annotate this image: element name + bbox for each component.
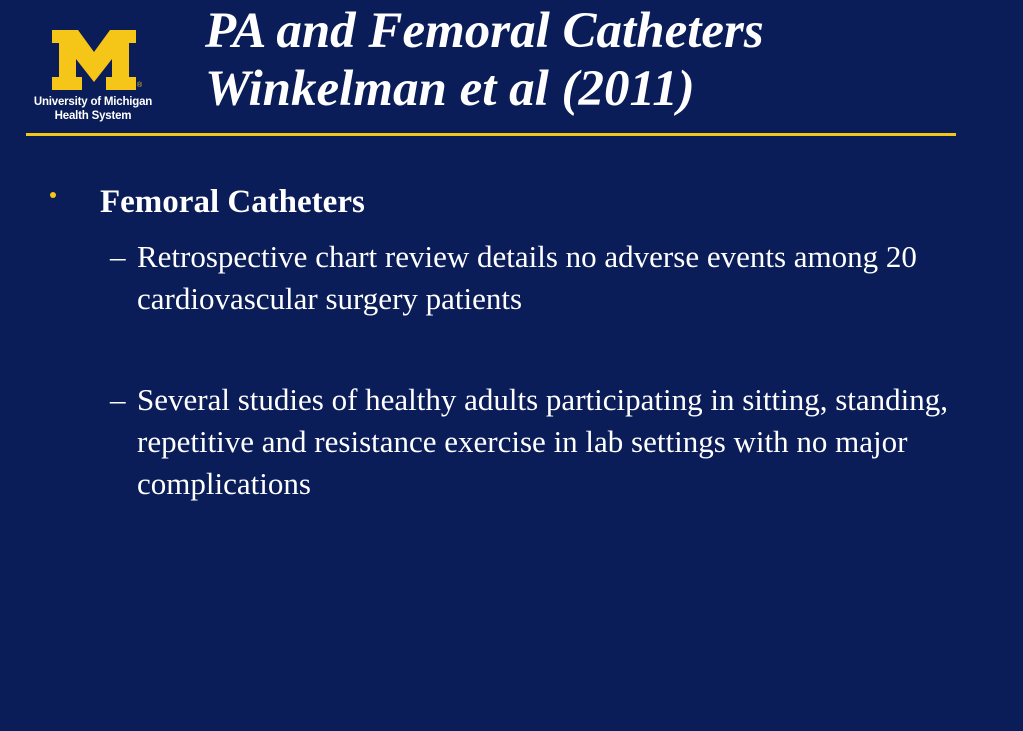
dash-marker: – bbox=[110, 239, 126, 274]
block-m-icon bbox=[52, 30, 136, 90]
dash-marker: – bbox=[110, 382, 126, 417]
title-line-1: PA and Femoral Catheters bbox=[205, 3, 764, 59]
registered-mark: ® bbox=[137, 82, 143, 89]
title-line-2: Winkelman et al (2011) bbox=[205, 61, 695, 117]
logo-text-university: University of Michigan bbox=[33, 96, 153, 108]
subpoint-2 bbox=[110, 379, 950, 505]
title-divider bbox=[26, 133, 956, 136]
subpoint-1 bbox=[110, 236, 950, 320]
subpoint-text: Several studies of healthy adults participating in sitting, standing, repetitive and resistance exercise in lab settings with no major complications bbox=[137, 382, 949, 501]
bullet-dot-icon bbox=[50, 192, 56, 198]
subpoint-text: Retrospective chart review details no adverse events among 20 cardiovascular surgery patients bbox=[137, 239, 917, 316]
bullet-text: Femoral Catheters bbox=[100, 184, 365, 220]
logo-text-health-system: Health System bbox=[54, 110, 132, 122]
slide-title bbox=[205, 2, 764, 118]
university-of-michigan-logo bbox=[28, 30, 158, 125]
